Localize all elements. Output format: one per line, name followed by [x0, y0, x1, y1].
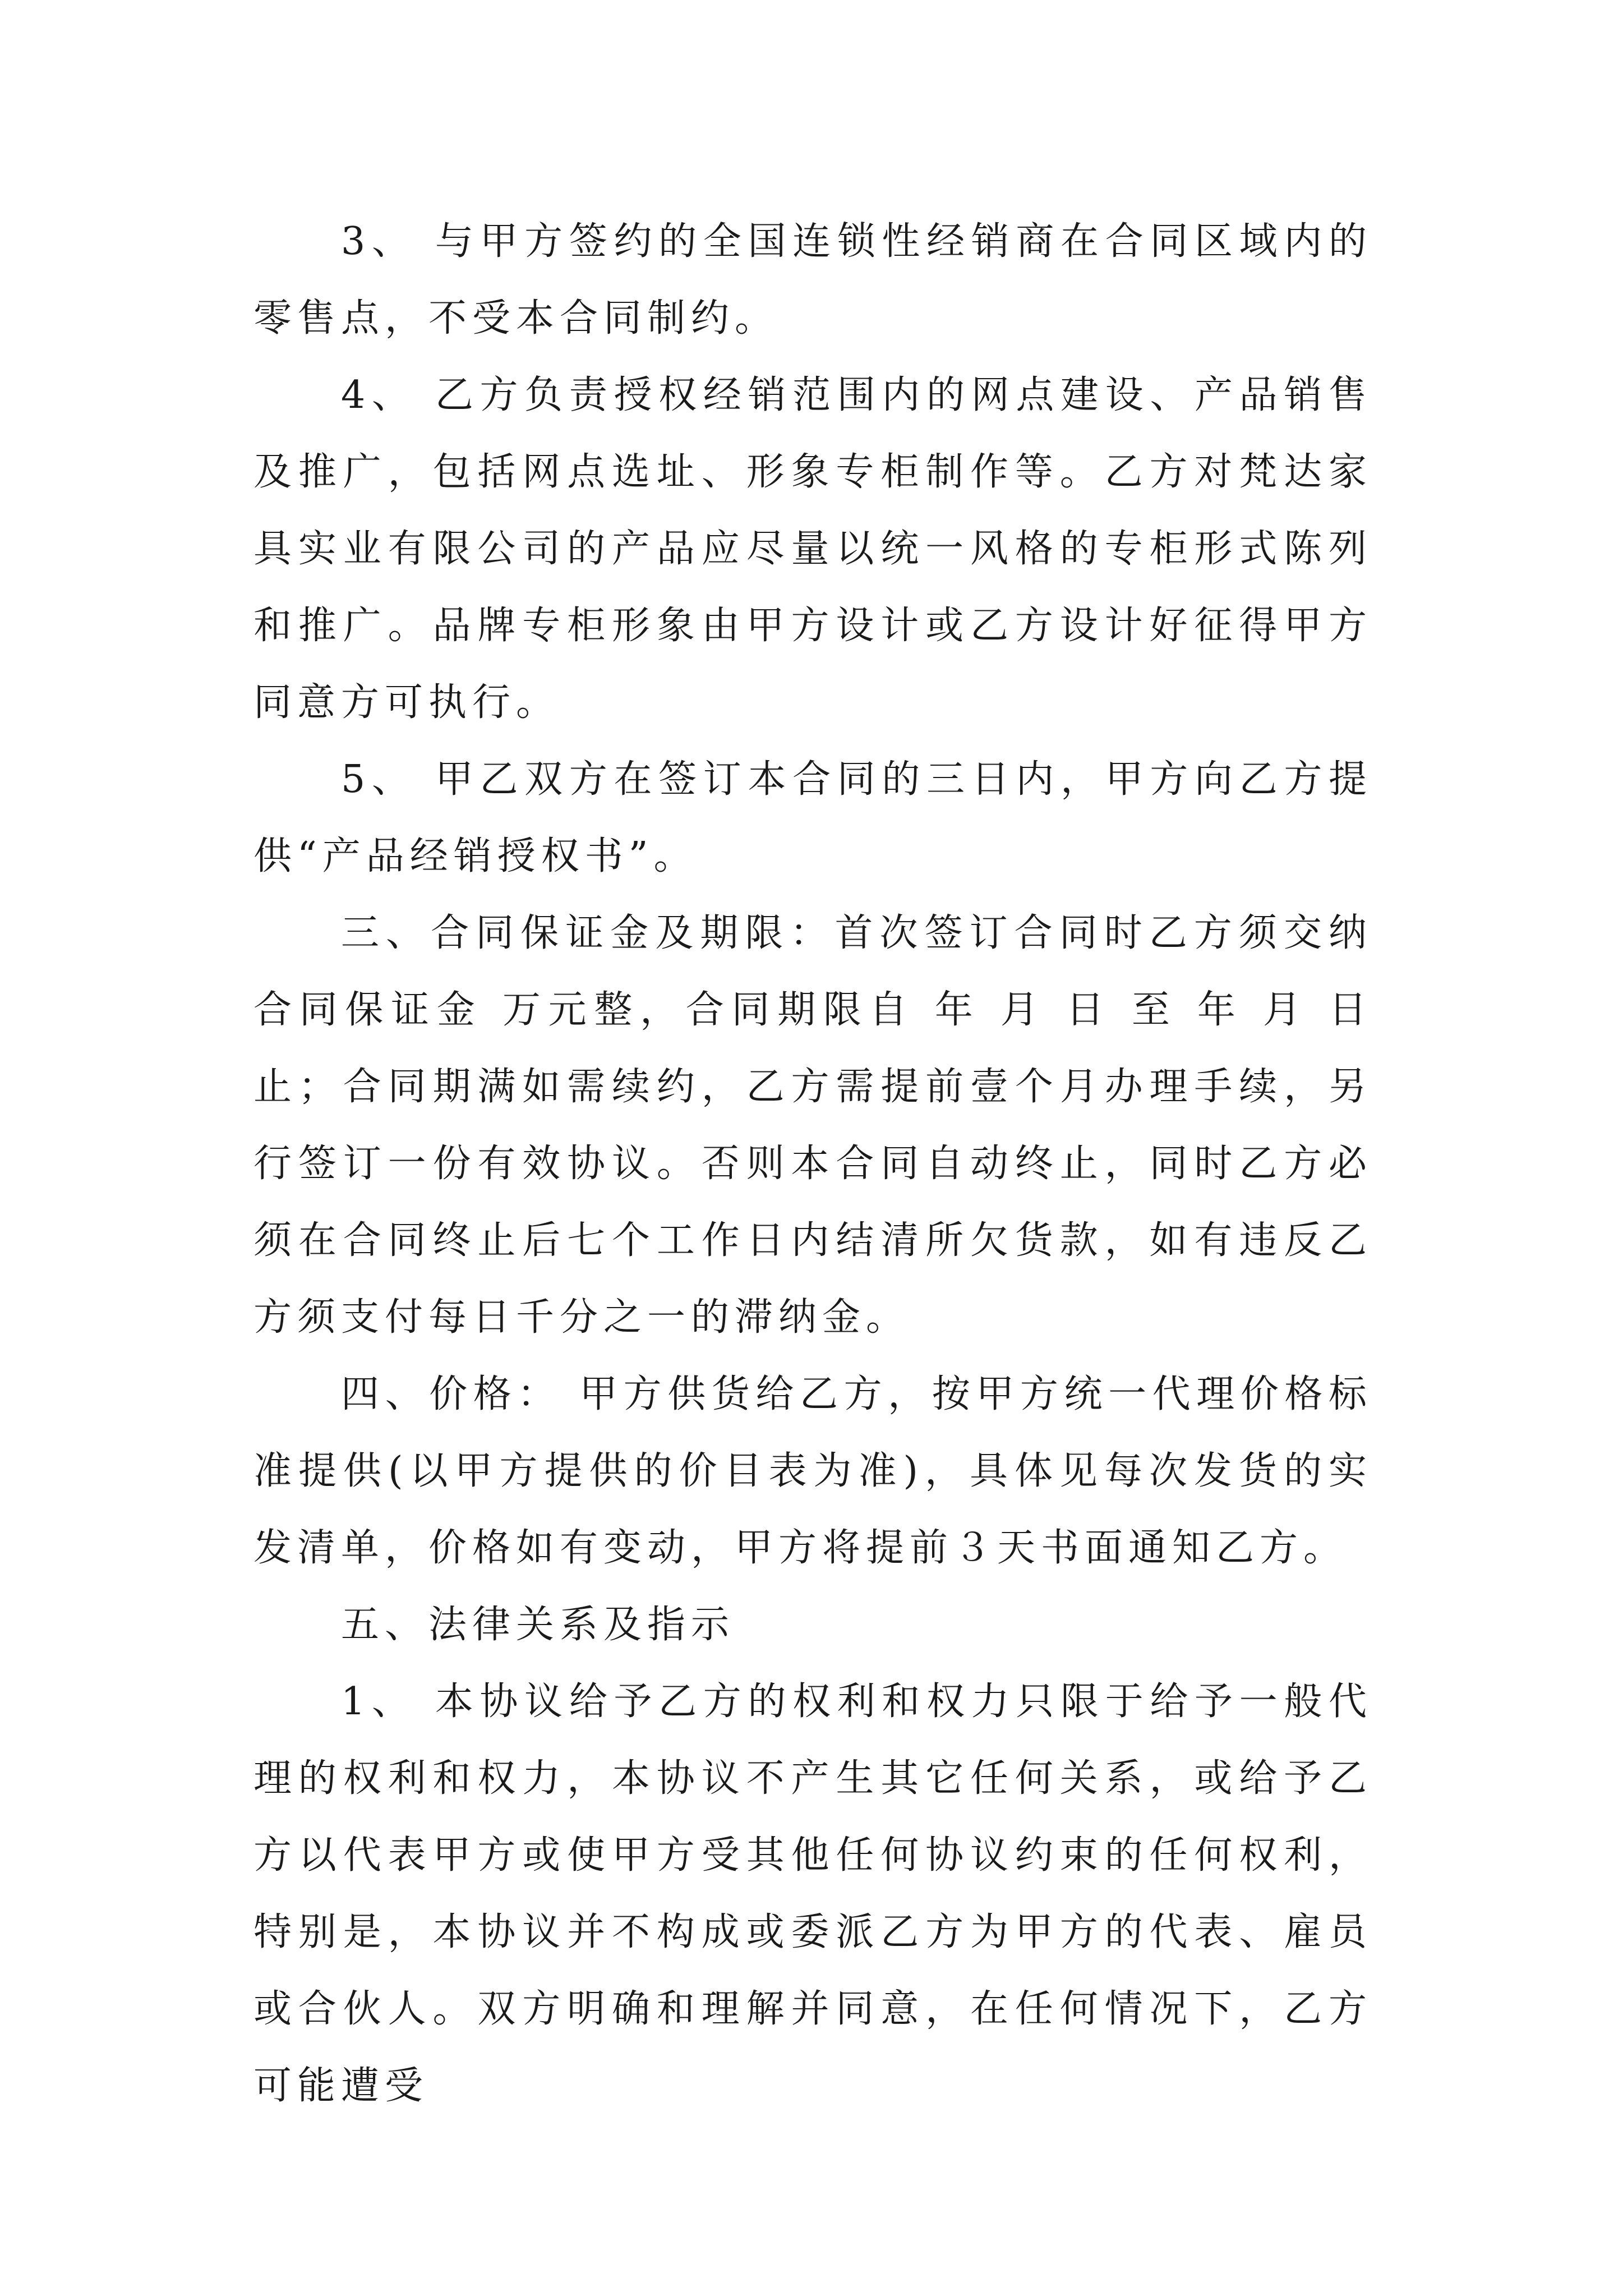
section-5-heading: 五、法律关系及指示	[341, 1603, 735, 1647]
section-5-clause-1: 1、 本协议给予乙方的权利和权力只限于给予一般代理的权利和权力，本协议不产生其它任何关系，或给予乙方以代表甲方或使甲方受其他任何协议约束的任何权利，特别是，本协议并不构成或委派乙方为甲方的代表、雇员或合伙人。双方明确和理解并同意，在任何情况下，乙方可能遭受	[253, 1680, 1372, 2108]
clause-5-authorization-letter: 5、 甲乙双方在签订本合同的三日内，甲方向乙方提供“产品经销授权书”。	[253, 757, 1372, 878]
clause-4-outlet-construction: 4、 乙方负责授权经销范围内的网点建设、产品销售及推广，包括网点选址、形象专柜制作等。乙方对梵达家具实业有限公司的产品应尽量以统一风格的专柜形式陈列和推广。品牌专柜形象由甲方设计或乙方设计好征得甲方同意方可执行。	[253, 373, 1372, 725]
section-4-price: 四、价格： 甲方供货给乙方，按甲方统一代理价格标准提供(以甲方提供的价目表为准)，具体见每次发货的实发清单，价格如有变动，甲方将提前３天书面通知乙方。	[253, 1372, 1372, 1570]
section-3-deposit-and-term: 三、合同保证金及期限：首次签订合同时乙方须交纳合同保证金 万元整，合同期限自 年 月 日 至 年 月 日止；合同期满如需续约，乙方需提前壹个月办理手续，另行签订一份有效协议。否则本合同自动终止，同时乙方必须在合同终止后七个工作日内结清所欠货款，如有违反乙方须支付每日千分之一的滞纳金。	[253, 911, 1372, 1340]
document-body	[253, 203, 1372, 2124]
clause-3-exclusion: 3、 与甲方签约的全国连锁性经销商在合同区域内的零售点，不受本合同制约。	[253, 219, 1372, 341]
